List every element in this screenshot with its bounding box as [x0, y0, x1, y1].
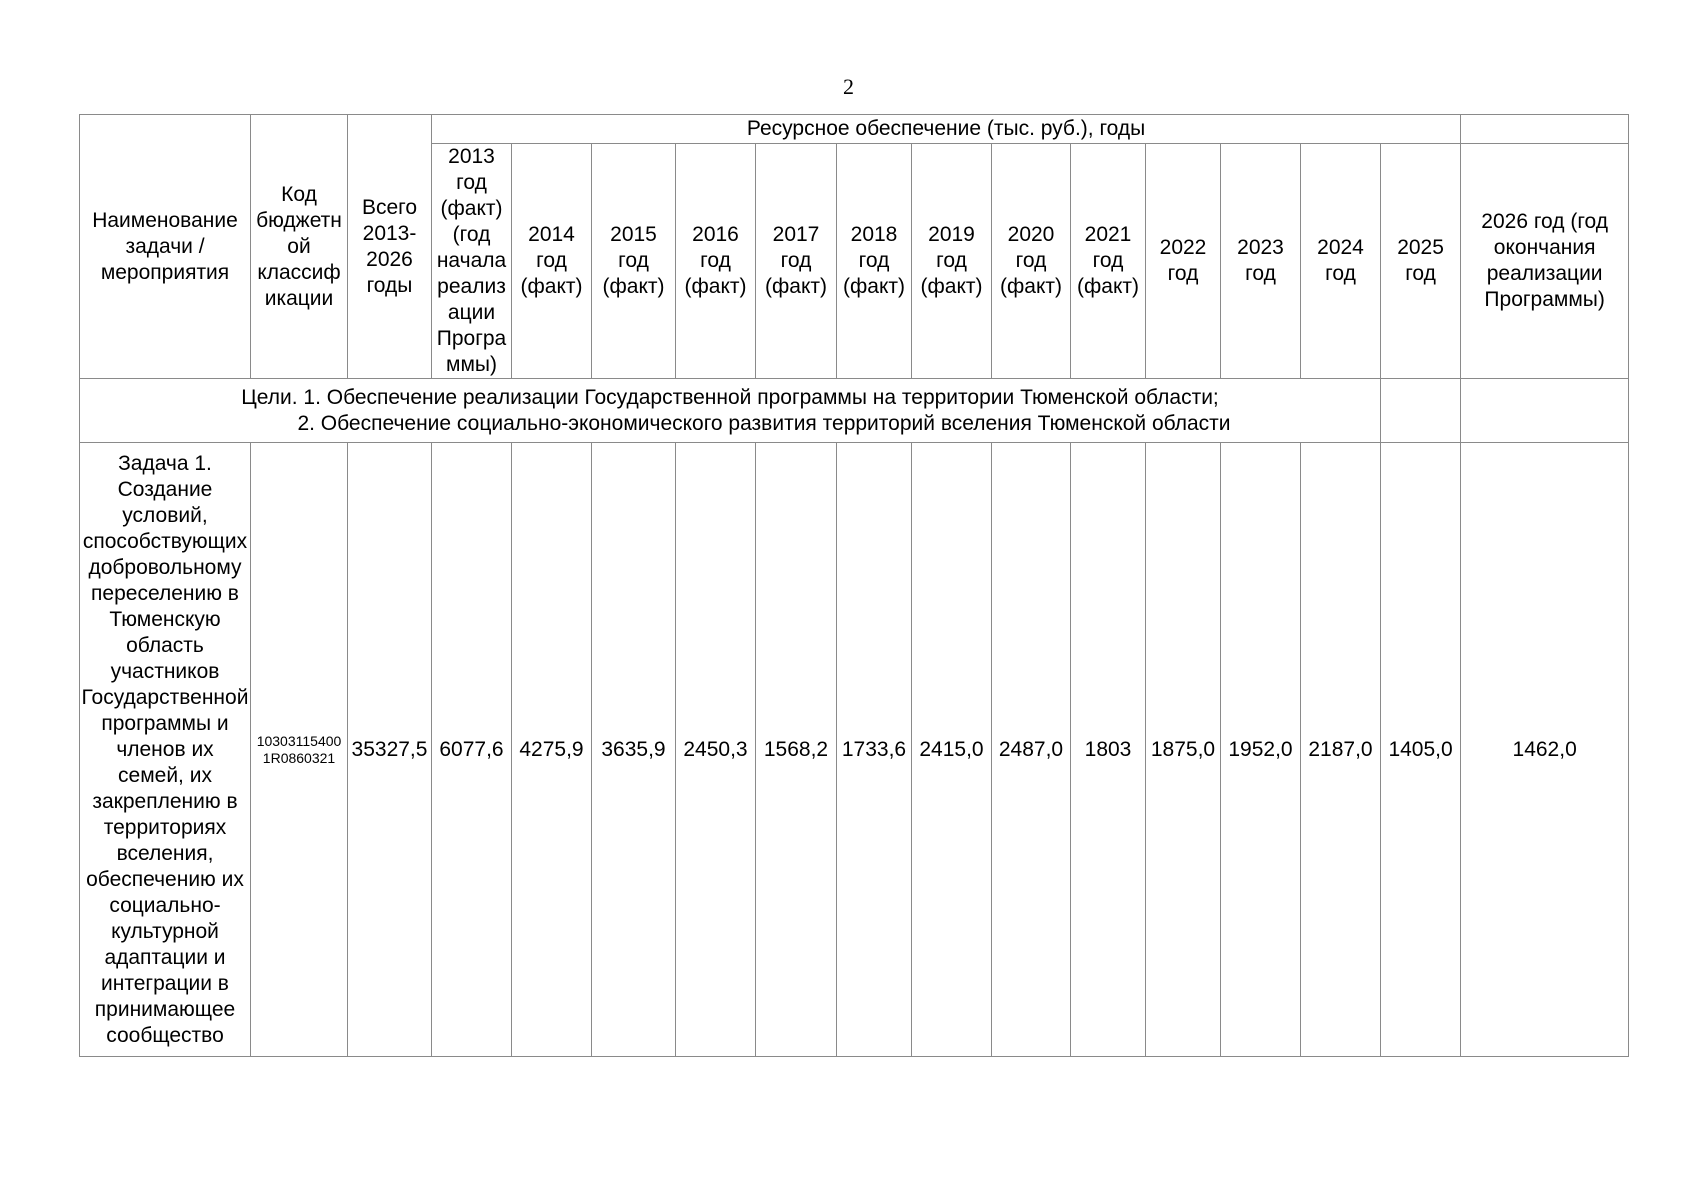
header-task-name: Наименование задачи / мероприятия: [80, 115, 251, 379]
header-year-2020: 2020 год (факт): [992, 144, 1071, 379]
header-total: Всего 2013-2026 годы: [348, 115, 432, 379]
task-value-2020: 2487,0: [992, 443, 1071, 1057]
header-year-2021: 2021 год (факт): [1071, 144, 1146, 379]
task-value-2023: 1952,0: [1221, 443, 1301, 1057]
goals-empty-cell-1: [1381, 379, 1461, 443]
task-value-2016: 2450,3: [676, 443, 756, 1057]
header-resource-group: Ресурсное обеспечение (тыс. руб.), годы: [432, 115, 1461, 144]
goals-empty-cell-2: [1461, 379, 1629, 443]
task-name: Задача 1. Создание условий, способствующих добровольному переселению в Тюменскую область участников Государственной программы и членов их семей, их закреплению в территориях вселения, обеспечению их социально-культурной адаптации и интеграции в принимающее сообщество: [80, 443, 251, 1057]
goals-cell: [80, 379, 1381, 443]
goal-line-1: Цели. 1. Обеспечение реализации Государственной программы на территории Тюменской области;: [241, 385, 1219, 409]
goals-row: [80, 379, 1629, 443]
task-value-2018: 1733,6: [837, 443, 912, 1057]
header-year-2016: 2016 год (факт): [676, 144, 756, 379]
task-budget-code: 10303115400 1R0860321: [251, 443, 348, 1057]
header-year-2014: 2014 год (факт): [512, 144, 592, 379]
task-value-2021: 1803: [1071, 443, 1146, 1057]
page-number: 2: [843, 74, 854, 99]
header-year-2025: 2025 год: [1381, 144, 1461, 379]
header-year-2019: 2019 год (факт): [912, 144, 992, 379]
task-value-2019: 2415,0: [912, 443, 992, 1057]
task-value-2025: 1405,0: [1381, 443, 1461, 1057]
goal-line-2: 2. Обеспечение социально-экономического развития территорий вселения Тюменской области: [297, 411, 1231, 435]
resource-table: [79, 114, 1629, 1057]
header-empty-cell: [1461, 115, 1629, 144]
header-year-2023: 2023 год: [1221, 144, 1301, 379]
task-value-2013: 6077,6: [432, 443, 512, 1057]
header-row-1: [80, 115, 1629, 144]
header-year-2022: 2022 год: [1146, 144, 1221, 379]
task-value-2014: 4275,9: [512, 443, 592, 1057]
task-value-2022: 1875,0: [1146, 443, 1221, 1057]
task-total: 35327,5: [348, 443, 432, 1057]
header-budget-code: Код бюджетной классификации: [251, 115, 348, 379]
task-value-2024: 2187,0: [1301, 443, 1381, 1057]
task-value-2017: 1568,2: [756, 443, 837, 1057]
header-year-2018: 2018 год (факт): [837, 144, 912, 379]
header-year-2024: 2024 год: [1301, 144, 1381, 379]
task-row: [80, 443, 1629, 1057]
header-year-2026: 2026 год (год окончания реализации Программы): [1461, 144, 1629, 379]
task-value-2026: 1462,0: [1461, 443, 1629, 1057]
header-year-2013: 2013 год (факт) (год начала реализации Программы): [432, 144, 512, 379]
header-year-2015: 2015 год (факт): [592, 144, 676, 379]
header-year-2017: 2017 год (факт): [756, 144, 837, 379]
task-value-2015: 3635,9: [592, 443, 676, 1057]
